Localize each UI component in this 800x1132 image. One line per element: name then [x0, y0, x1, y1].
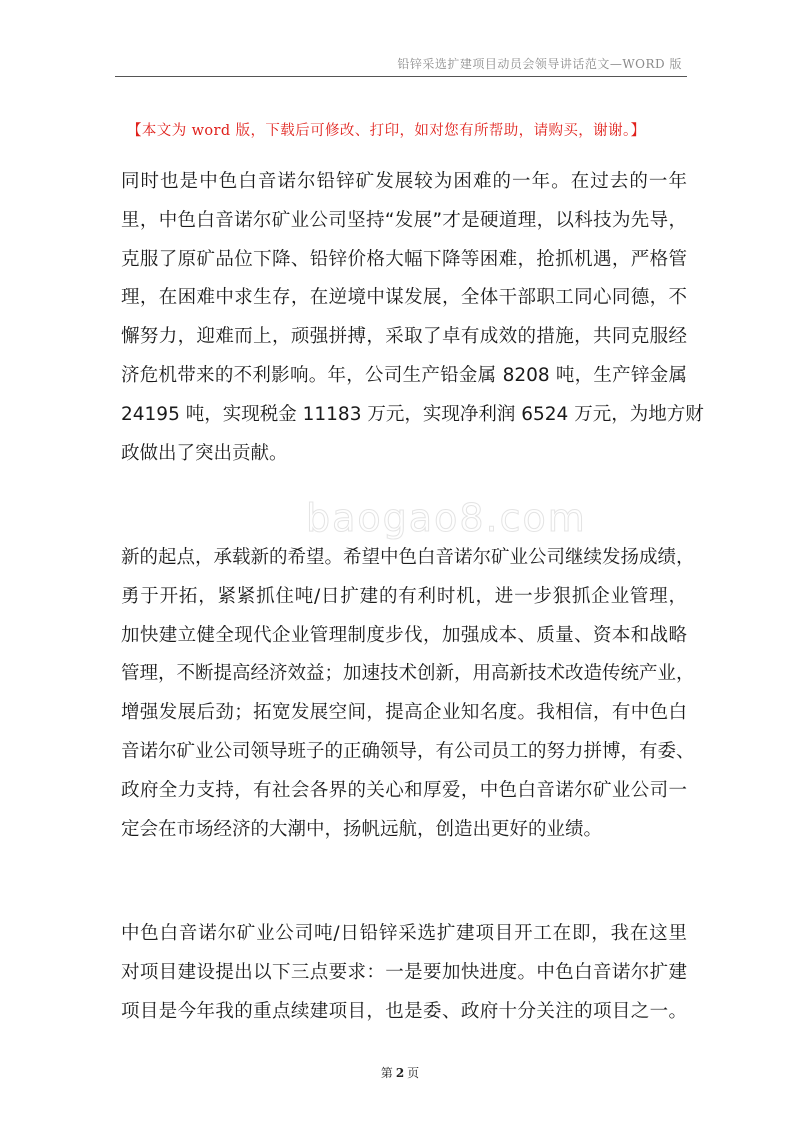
page-number — [0, 1064, 800, 1081]
text-line: 增强发展后劲；拓宽发展空间，提高企业知名度。我相信，有中色白 — [121, 702, 687, 724]
text-line: 24195 吨，实现税金 11183 万元，实现净利润 6524 万元，为地方财 — [121, 403, 704, 425]
text-line: 克服了原矿品位下降、铅锌价格大幅下降等困难，抢抓机遇，严格管 — [121, 248, 687, 270]
text-line: 音诺尔矿业公司领导班子的正确领导，有公司员工的努力拼博，有委、 — [121, 740, 695, 762]
header-divider — [115, 76, 687, 77]
paragraph-2 — [121, 539, 695, 849]
text-line: 里，中色白音诺尔矿业公司坚持“发展”才是硬道理，以科技为先导， — [121, 209, 687, 231]
text-line: 加快建立健全现代企业管理制度步伐，加强成本、质量、资本和战略 — [121, 624, 687, 646]
text-line: 对项目建设提出以下三点要求：一是要加快进度。中色白音诺尔扩建 — [121, 961, 687, 983]
text-line: 新的起点，承载新的希望。希望中色白音诺尔矿业公司继续发扬成绩， — [121, 547, 695, 568]
page-suffix: 页 — [407, 1066, 420, 1080]
text-line: 勇于开拓，紧紧抓住吨/日扩建的有利时机，进一步狠抓企业管理， — [121, 585, 687, 607]
text-line: 管理，不断提高经济效益；加速技术创新，用高新技术改造传统产业， — [121, 663, 695, 685]
download-notice: 【本文为 word 版，下载后可修改、打印，如对您有所帮助，请购买，谢谢。】 — [127, 123, 646, 139]
page-number-value: 2 — [395, 1066, 405, 1080]
paragraph-1 — [121, 163, 704, 473]
text-line: 同时也是中色白音诺尔铅锌矿发展较为困难的一年。在过去的一年 — [121, 171, 687, 192]
page-prefix: 第 — [380, 1066, 393, 1080]
text-line: 懈努力，迎难而上，顽强拼搏，采取了卓有成效的措施，共同克服经 — [121, 326, 687, 348]
text-line: 定会在市场经济的大潮中，扬帆远航，创造出更好的业绩。 — [121, 818, 603, 840]
text-line: 项目是今年我的重点续建项目，也是委、政府十分关注的项目之一。 — [121, 1000, 687, 1022]
text-line: 中色白音诺尔矿业公司吨/日铅锌采选扩建项目开工在即，我在这里 — [121, 923, 687, 944]
watermark: baogao8.com — [306, 496, 587, 540]
paragraph-3 — [121, 915, 687, 1031]
text-line: 理，在困难中求生存，在逆境中谋发展，全体干部职工同心同德，不 — [121, 287, 687, 309]
text-line: 济危机带来的不利影响。年，公司生产铅金属 8208 吨，生产锌金属 — [121, 364, 687, 386]
text-line: 政做出了突出贡献。 — [121, 442, 288, 464]
text-line: 政府全力支持，有社会各界的关心和厚爱，中色白音诺尔矿业公司一 — [121, 779, 687, 801]
document-header-title: 铅锌采选扩建项目动员会领导讲话范文—WORD 版 — [397, 57, 682, 71]
